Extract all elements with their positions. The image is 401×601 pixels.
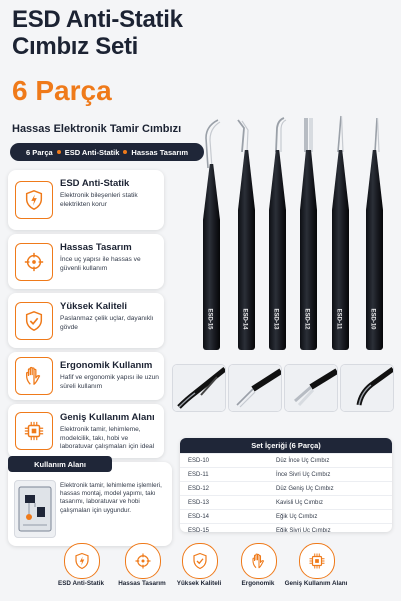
table-row <box>180 453 392 467</box>
tweezer-tip-curved-small <box>268 116 292 152</box>
detail-closeup-1 <box>172 364 226 412</box>
usage-area-box <box>8 459 172 546</box>
crosshair-icon <box>125 543 161 579</box>
badge-count: 6 Parça <box>25 147 53 157</box>
feature-desc: Hafif ve ergonomik yapısı ile uzun süreli kullanım <box>60 374 159 390</box>
feature-desc: Elektronik bileşenleri statik elektrikten korur <box>60 192 138 208</box>
row-desc: Düz İnce Uç Cımbız <box>276 457 330 464</box>
bottom-label: Hassas Tasarım <box>118 580 166 587</box>
hand-icon <box>241 543 277 579</box>
hand-icon <box>15 357 53 395</box>
table-row <box>180 481 392 495</box>
tweezer-tip-fine <box>330 114 352 152</box>
dot-separator <box>57 150 61 154</box>
tweezer-label: ESD-15 <box>206 308 213 330</box>
badge-bar <box>10 143 204 161</box>
detail-closeup-4 <box>340 364 394 412</box>
detail-closeup-2 <box>228 364 282 412</box>
table-row <box>180 495 392 509</box>
tweezer-label: ESD-12 <box>303 308 310 330</box>
row-desc: Eğik Uç Cımbız <box>276 513 318 520</box>
chip-icon <box>15 412 53 450</box>
row-code: ESD-13 <box>188 499 210 506</box>
feature-card-precision <box>8 234 164 289</box>
table-row <box>180 509 392 523</box>
check-shield-icon <box>182 543 218 579</box>
badge-esd: ESD Anti-Statik <box>64 147 120 157</box>
feature-card-quality <box>8 293 164 348</box>
table-row <box>180 523 392 532</box>
row-desc: Eğik Sivri Uç Cımbız <box>276 527 331 532</box>
row-code: ESD-15 <box>188 527 210 532</box>
feature-title: Yüksek Kaliteli <box>60 301 128 312</box>
feature-title: Hassas Tasarım <box>60 242 132 253</box>
bottom-label: Geniş Kullanım Alanı <box>284 580 348 587</box>
row-desc: Kavisli Uç Cımbız <box>276 499 324 506</box>
bottom-label: ESD Anti-Statik <box>58 580 104 587</box>
circuit-board-image <box>14 480 56 538</box>
tweezer-tip-straight <box>366 116 388 152</box>
set-contents-table <box>180 438 392 532</box>
check-shield-icon <box>15 302 53 340</box>
dot-separator <box>123 150 127 154</box>
feature-desc: Elektronik tamir, lehimleme, modelcilik, takı, hobi ve laboratuvar çalışmaları için ideal <box>60 426 155 451</box>
title-line-1: ESD Anti-Statik <box>12 6 183 33</box>
subtitle: Hassas Elektronik Tamir Cımbızı <box>12 123 182 135</box>
tweezer-tip-wide <box>298 116 322 152</box>
lightning-shield-icon <box>64 543 100 579</box>
bottom-label: Yüksek Kaliteli <box>176 580 222 587</box>
crosshair-icon <box>15 243 53 281</box>
badge-precision: Hassas Tasarım <box>131 147 188 157</box>
usage-desc: Elektronik tamir, lehimleme işlemleri, hassas montaj, model yapımı, takı tasarımı, laboratuvar ve hobi çalışmaları için uygundur. <box>60 482 162 514</box>
tweezer-label: ESD-10 <box>369 308 376 330</box>
feature-card-ergonomic <box>8 352 164 400</box>
row-desc: İnce Sivri Uç Cımbız <box>276 471 331 478</box>
table-title: Set İçeriği (6 Parça) <box>180 438 392 453</box>
feature-desc: Paslanmaz çelik uçlar, dayanıklı gövde <box>60 315 154 331</box>
row-desc: Düz Geniş Uç Cımbız <box>276 485 334 492</box>
title-line-2: Cımbız Seti <box>12 33 139 60</box>
feature-desc: İnce uç yapısı ile hassas ve güvenli kullanım <box>60 256 141 272</box>
bottom-label: Ergonomik <box>241 580 275 587</box>
detail-closeup-3 <box>284 364 338 412</box>
feature-title: Ergonomik Kullanım <box>60 360 153 371</box>
usage-title: Kullanım Alanı <box>8 456 112 472</box>
feature-title: Geniş Kullanım Alanı <box>60 412 155 423</box>
piece-count: 6 Parça <box>12 75 112 106</box>
table-row <box>180 467 392 481</box>
row-code: ESD-11 <box>188 471 209 478</box>
row-code: ESD-12 <box>188 485 210 492</box>
feature-title: ESD Anti-Statik <box>60 178 130 189</box>
row-code: ESD-10 <box>188 457 210 464</box>
tweezer-label: ESD-11 <box>335 308 342 330</box>
tweezer-label: ESD-13 <box>272 308 279 330</box>
lightning-shield-icon <box>15 181 53 219</box>
feature-card-esd <box>8 170 164 230</box>
tweezer-label: ESD-14 <box>241 308 248 330</box>
row-code: ESD-14 <box>188 513 210 520</box>
feature-card-usage <box>8 404 164 458</box>
chip-icon <box>299 543 335 579</box>
tweezer-tip-angled <box>234 118 264 152</box>
